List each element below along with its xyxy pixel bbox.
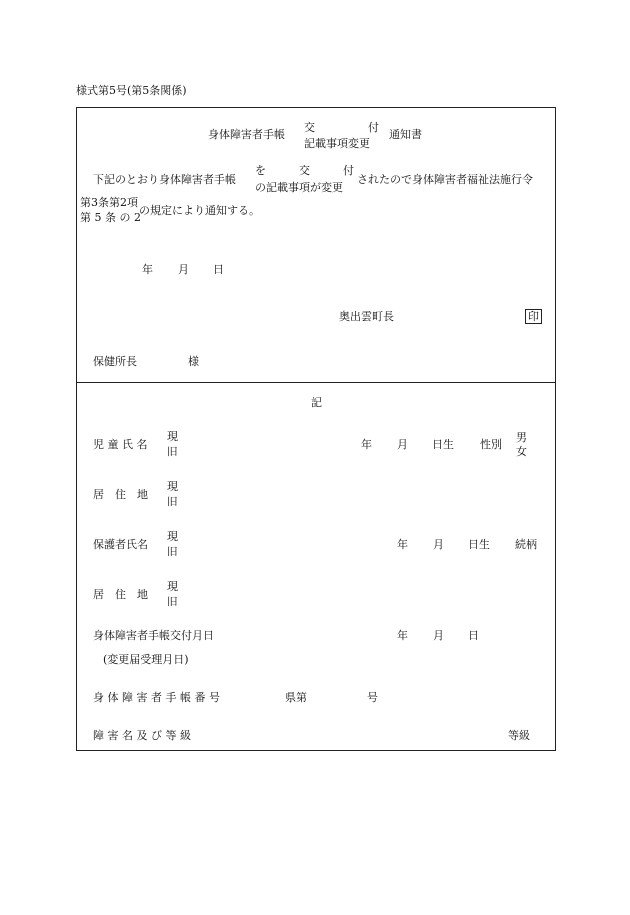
child-address-old: 旧 (167, 496, 178, 508)
child-address-current: 現 (167, 480, 178, 493)
child-name-old: 旧 (167, 446, 178, 458)
body-line2-suffix: の規定により通知する。 (139, 204, 260, 217)
date-month: 月 (178, 263, 189, 276)
disability-grade: 等級 (508, 729, 530, 742)
body-kisai: の記載事項が変更 (255, 181, 343, 194)
body-line1-suffix: されたので身体障害者福祉法施行令 (357, 173, 533, 186)
date-year: 年 (142, 263, 153, 276)
guardian-birth-year: 年 (397, 538, 408, 551)
guardian-name-label: 保護者氏名 (93, 538, 148, 551)
guardian-address-current: 現 (167, 580, 178, 593)
relation-label: 続柄 (515, 538, 537, 551)
guardian-name-current: 現 (167, 530, 178, 543)
ki-heading: 記 (311, 396, 322, 409)
issue-date-label: 身体障害者手帳交付月日 (93, 629, 214, 642)
guardian-birth-month: 月 (433, 538, 444, 551)
child-address-label: 居 住 地 (93, 488, 148, 501)
child-name-current: 現 (167, 430, 178, 443)
body-koufu-2: 付 (343, 164, 354, 177)
body-article-2: 第 5 条 の 2 (80, 211, 141, 224)
guardian-address-label: 居 住 地 (93, 588, 148, 601)
addressee-name: 保健所長 (93, 355, 137, 368)
sex-female: 女 (516, 445, 527, 458)
child-birth-year: 年 (361, 438, 372, 451)
issue-date-sublabel: (変更届受理月日) (103, 653, 189, 666)
body-article-1: 第3条第2項 (80, 196, 138, 209)
handbook-number-prefix: 県第 (285, 691, 307, 704)
issuer-name: 奥出雲町長 (339, 310, 394, 323)
seal-mark: 印 (525, 309, 542, 324)
child-name-label: 児 童 氏 名 (93, 438, 148, 451)
handbook-number-label: 身 体 障 害 者 手 帳 番 号 (93, 691, 220, 704)
issue-date-month: 月 (433, 629, 444, 642)
child-birth-month: 月 (397, 438, 408, 451)
body-line1-prefix: 下記のとおり身体障害者手帳 (93, 173, 236, 186)
issue-date-year: 年 (397, 629, 408, 642)
issue-date-day: 日 (468, 629, 479, 642)
sex-male: 男 (516, 431, 527, 444)
title-main: 身体障害者手帳 (208, 128, 285, 141)
body-wo: を (255, 164, 266, 177)
handbook-number-suffix: 号 (367, 691, 378, 704)
disability-label: 障 害 名 及 び 等 級 (93, 729, 191, 742)
guardian-address-old: 旧 (167, 596, 178, 608)
body-koufu-1: 交 (299, 164, 310, 177)
form-label: 様式第5号(第5条関係) (76, 84, 187, 97)
title-koufu-1: 交 (304, 121, 315, 134)
addressee-honorific: 様 (188, 355, 199, 368)
title-koufu-2: 付 (368, 121, 379, 134)
sex-label: 性別 (480, 438, 502, 451)
title-kisai: 記載事項変更 (304, 137, 370, 150)
section-divider (76, 382, 556, 383)
child-birth-day: 日生 (432, 438, 454, 451)
guardian-birth-day: 日生 (468, 538, 490, 551)
date-day: 日 (213, 263, 224, 276)
title-suffix: 通知書 (389, 128, 422, 141)
guardian-name-old: 旧 (167, 546, 178, 558)
